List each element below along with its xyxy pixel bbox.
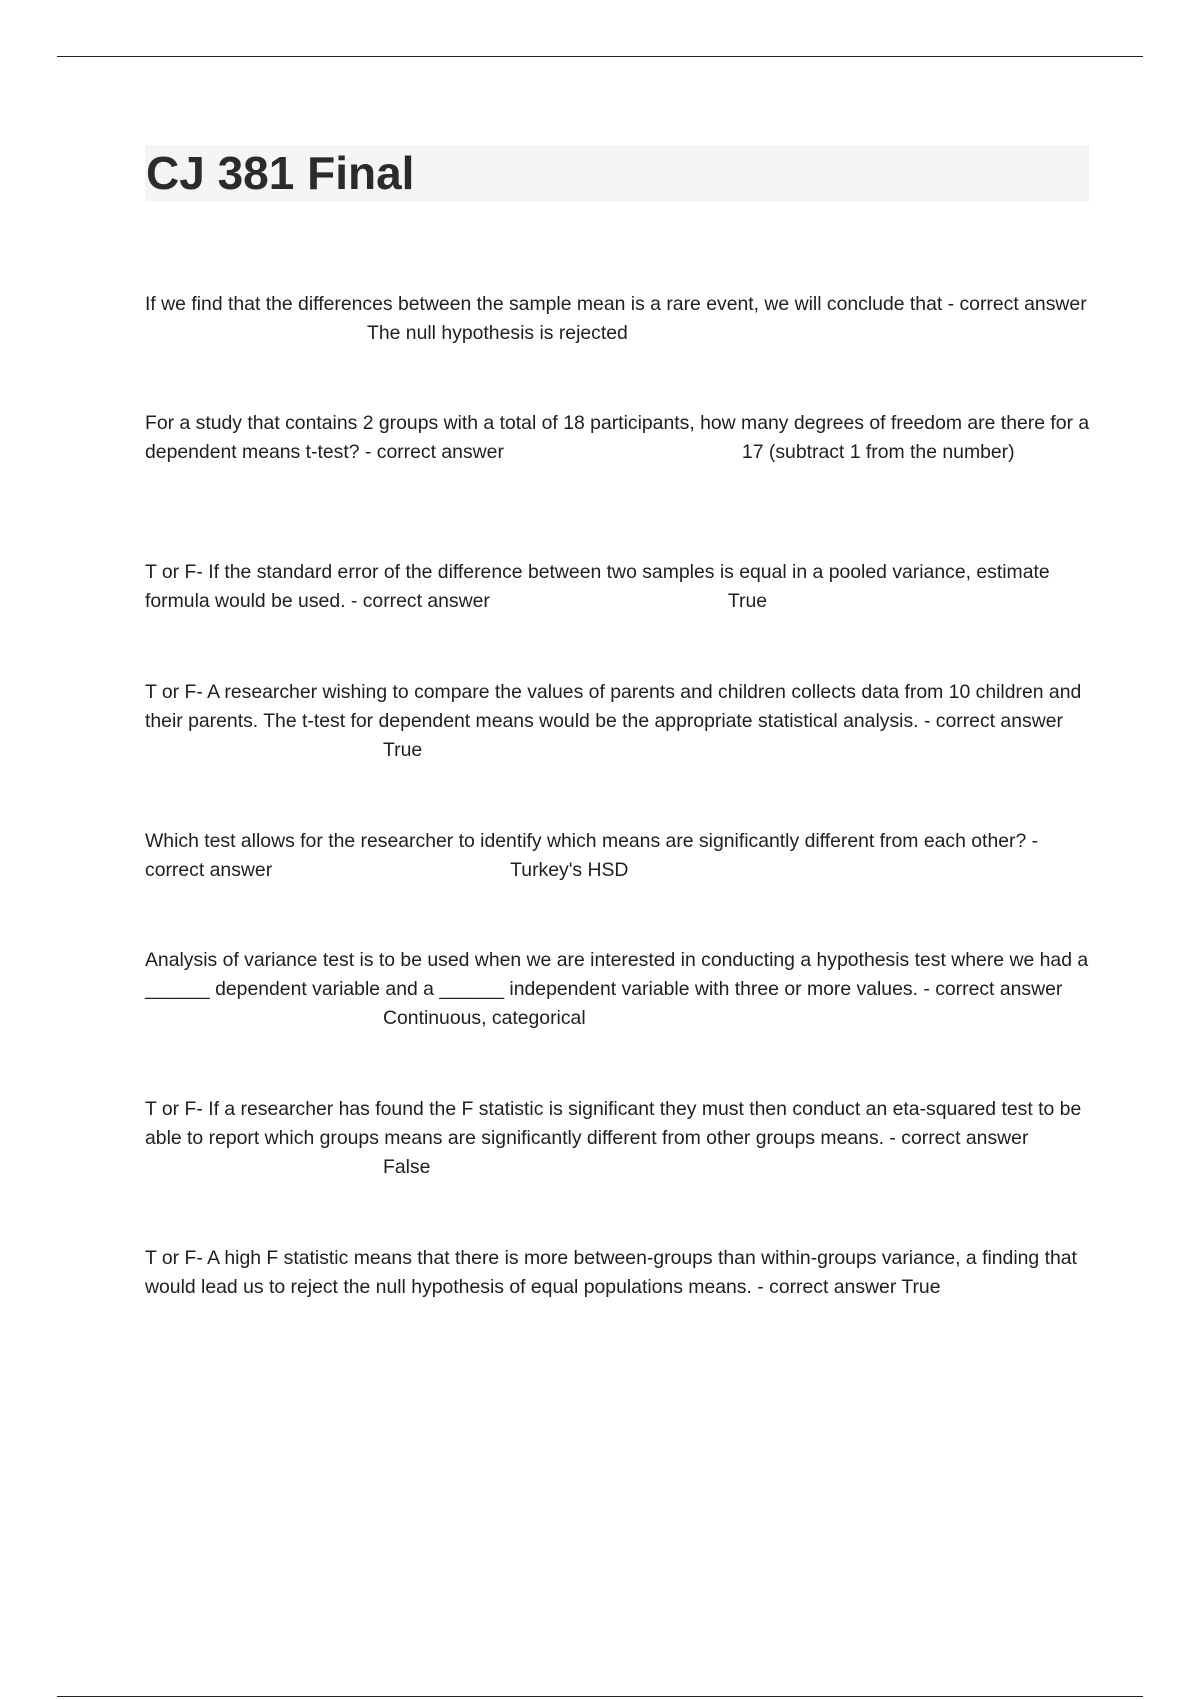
- answer-text: True: [383, 739, 423, 761]
- question-text: If we find that the differences between the sample mean is a rare event, we will conclude that - correct answer: [145, 293, 1087, 315]
- qa-item: [145, 409, 1095, 467]
- question-text: For a study that contains 2 groups with a total of 18 participants, how many degrees of freedom are there for a dependent means t-test? - correct answer: [145, 412, 1095, 463]
- qa-item: [145, 827, 1090, 885]
- qa-item: [145, 558, 1090, 616]
- answer-text: Turkey's HSD: [510, 859, 629, 881]
- qa-item: [145, 1095, 1090, 1182]
- qa-item: [145, 290, 1090, 348]
- question-text: T or F- If a researcher has found the F statistic is significant they must then conduct an eta-squared test to be able to report which groups means are significantly different from other groups means. - correct answer: [145, 1098, 1087, 1149]
- answer-text: False: [383, 1156, 431, 1178]
- answer-text: True: [727, 590, 768, 612]
- answer-text: Continuous, categorical: [383, 1007, 586, 1029]
- question-text: Analysis of variance test is to be used when we are interested in conducting a hypothesis test where we had a ______ dependent variable and a ______ independent variable with three or more values. - correct answer: [145, 949, 1094, 1000]
- top-rule: [57, 56, 1143, 57]
- qa-item: [145, 678, 1090, 765]
- document-title: CJ 381 Final: [146, 147, 415, 199]
- answer-text: True: [901, 1276, 941, 1298]
- answer-text: 17 (subtract 1 from the number): [741, 441, 1015, 463]
- question-text: T or F- A high F statistic means that there is more between-groups than within-groups variance, a finding that would lead us to reject the null hypothesis of equal populations means. - correct answer: [145, 1247, 1083, 1298]
- answer-text: The null hypothesis is rejected: [367, 322, 628, 344]
- question-text: Which test allows for the researcher to identify which means are significantly different from each other? - correct answer: [145, 830, 1044, 881]
- question-text: T or F- A researcher wishing to compare the values of parents and children collects data from 10 children and their parents. The t-test for dependent means would be the appropriate statistical analysis. - correct answer: [145, 681, 1087, 732]
- bottom-rule: [57, 1696, 1143, 1697]
- question-text: T or F- If the standard error of the difference between two samples is equal in a pooled variance, estimate formula would be used. - correct answer: [145, 561, 1056, 612]
- qa-item: [145, 946, 1094, 1033]
- qa-item: [145, 1244, 1090, 1302]
